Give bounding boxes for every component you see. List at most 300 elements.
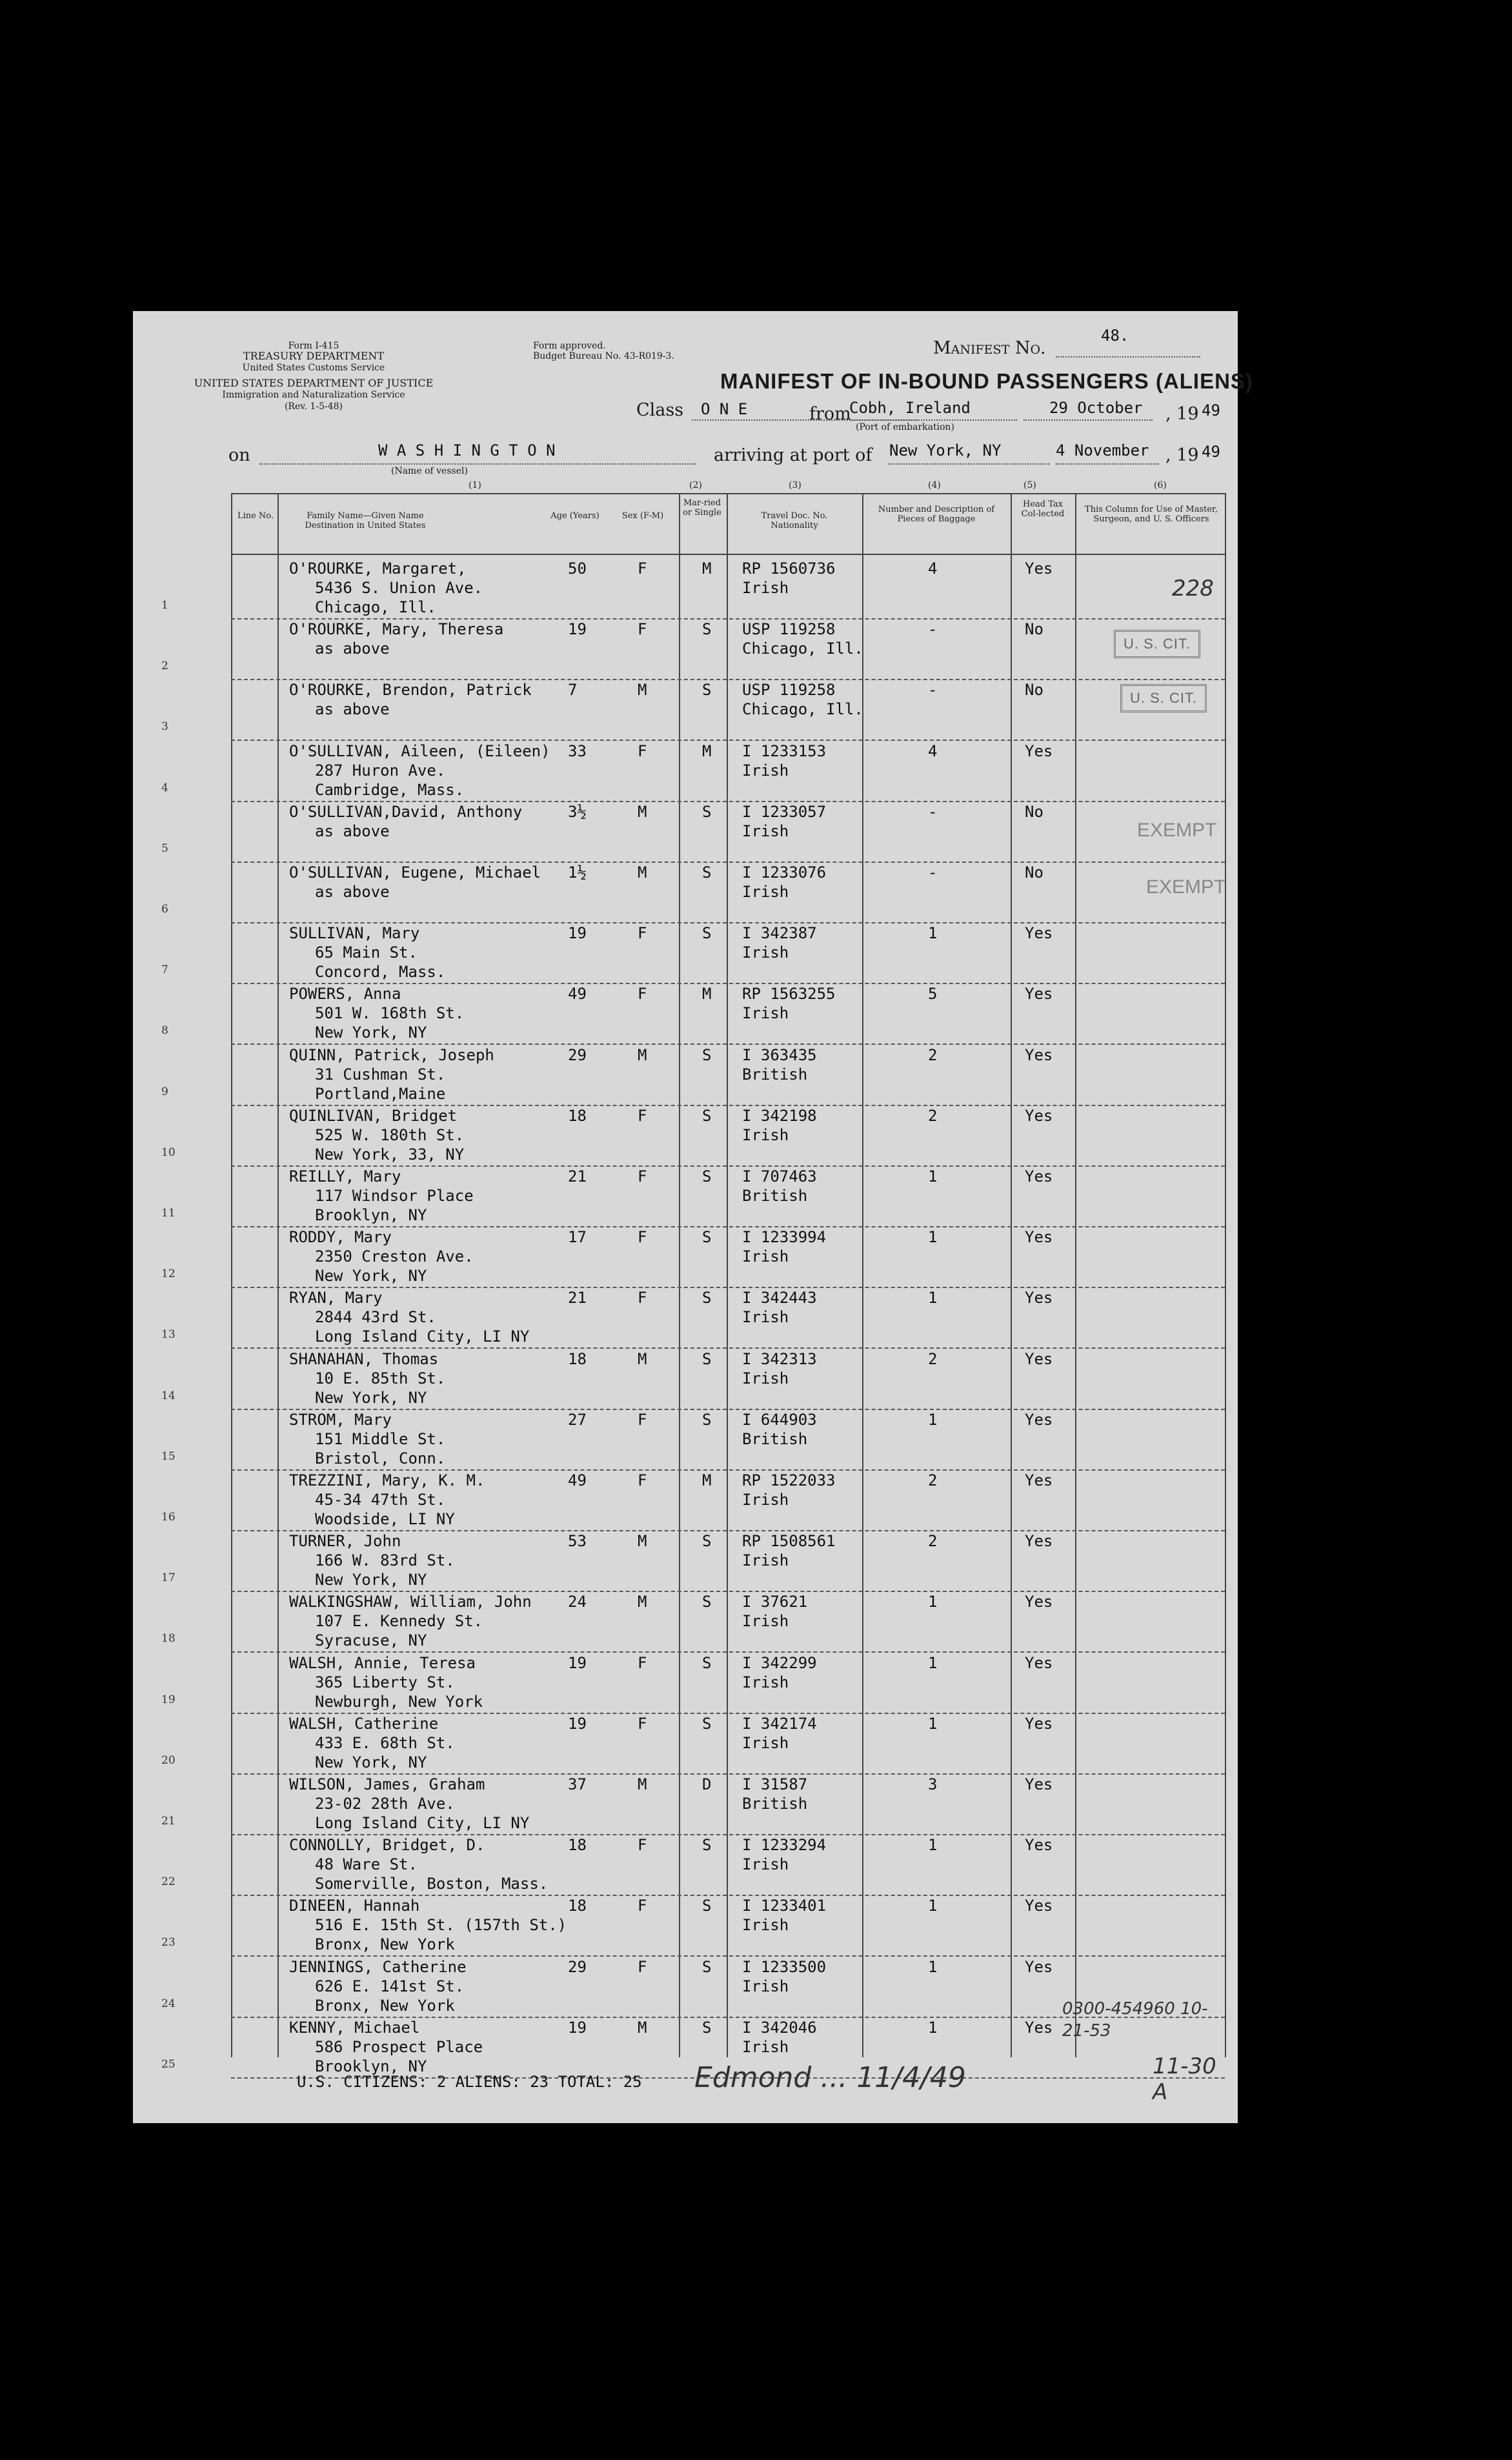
line-number: 1 [161, 599, 168, 612]
marital-status: S [702, 1045, 712, 1064]
head-tax: Yes [1025, 924, 1053, 943]
table-row [161, 1530, 1225, 1592]
head-tax: Yes [1025, 560, 1053, 578]
head-tax: Yes [1025, 1167, 1053, 1185]
line-number: 7 [161, 963, 168, 977]
travel-doc: I 1233401 [742, 1897, 827, 1915]
marital-status: S [702, 1410, 712, 1429]
address-line-2: Brooklyn, NY [315, 1206, 427, 1224]
passenger-name: O'ROURKE, Brendon, Patrick [289, 681, 532, 700]
passenger-name: REILLY, Mary [289, 1167, 401, 1185]
line-number: 9 [161, 1085, 168, 1098]
col-header-baggage: Number and Description of Pieces of Baggage [878, 505, 995, 524]
passenger-name: DINEEN, Hannah [289, 1897, 420, 1915]
travel-doc: RP 1508561 [742, 1532, 836, 1551]
line-number: 13 [161, 1328, 176, 1342]
address-line-1: 2844 43rd St. [315, 1308, 436, 1327]
address-line-2: Portland,Maine [315, 1084, 446, 1103]
travel-doc: I 342046 [742, 2018, 817, 2037]
line-number: 23 [161, 1936, 176, 1950]
sex: F [638, 1228, 647, 1247]
line-number: 4 [161, 781, 168, 794]
age: 18 [568, 1897, 587, 1915]
baggage: 2 [928, 1532, 938, 1551]
address-line-1: as above [315, 640, 390, 658]
line-number: 12 [161, 1267, 176, 1281]
passenger-name: STROM, Mary [289, 1410, 392, 1429]
marital-status: S [702, 1957, 712, 1976]
line-number: 14 [161, 1389, 176, 1402]
head-tax: Yes [1025, 1714, 1053, 1733]
head-tax: Yes [1025, 1593, 1053, 1611]
sex: F [638, 1471, 647, 1489]
sex: F [638, 620, 647, 639]
address-line-2: Bristol, Conn. [315, 1449, 446, 1467]
travel-doc: I 31587 [742, 1775, 808, 1793]
table-row [161, 618, 1225, 680]
nationality: Irish [742, 1733, 789, 1752]
passenger-name: WALSH, Annie, Teresa [289, 1653, 476, 1672]
line-number: 8 [161, 1024, 168, 1038]
age: 19 [568, 1653, 587, 1672]
address-line-2: Bronx, New York [315, 1935, 455, 1954]
travel-doc: I 342313 [742, 1349, 817, 1368]
age: 29 [568, 1957, 587, 1976]
passenger-name: KENNY, Michael [289, 2018, 420, 2037]
baggage: 1 [928, 1957, 938, 1976]
passenger-name: SULLIVAN, Mary [289, 924, 420, 943]
address-line-1: 287 Huron Ave. [315, 761, 446, 780]
marital-status: S [702, 863, 712, 882]
line-number: 3 [161, 720, 168, 734]
nationality: Irish [742, 1916, 789, 1935]
handwritten-code: 11-30 A [1153, 2053, 1216, 2105]
address-line-2: New York, NY [315, 1753, 427, 1771]
travel-doc: I 707463 [742, 1167, 817, 1185]
address-line-2: New York, NY [315, 1388, 427, 1407]
revision-date: (Rev. 1-5-48) [285, 401, 343, 412]
baggage: 1 [928, 1836, 938, 1855]
nationality: Irish [742, 1491, 789, 1509]
passenger-name: TREZZINI, Mary, K. M. [289, 1471, 485, 1489]
address-line-1: 586 Prospect Place [315, 2037, 483, 2056]
address-line-1: 516 E. 15th St. (157th St.) [315, 1916, 567, 1935]
address-line-2: Cambridge, Mass. [315, 780, 465, 799]
sex: F [638, 1836, 647, 1855]
address-line-1: 5436 S. Union Ave. [315, 579, 483, 597]
line-number: 18 [161, 1632, 176, 1646]
address-line-1: 65 Main St. [315, 943, 418, 962]
address-line-1: 166 W. 83rd St. [315, 1551, 455, 1570]
baggage: 1 [928, 1593, 938, 1611]
address-line-1: as above [315, 700, 390, 719]
line-number: 19 [161, 1693, 176, 1706]
nationality: Irish [742, 1977, 789, 1995]
address-line-2: Chicago, Ill. [315, 598, 436, 616]
table-row [161, 1895, 1225, 1957]
table-row [161, 1773, 1225, 1835]
nationality: Irish [742, 579, 789, 597]
col-header-travel-doc: Travel Doc. No. Nationality [761, 511, 828, 530]
table-row [161, 1652, 1225, 1714]
age: 18 [568, 1349, 587, 1368]
marital-status: M [702, 741, 712, 760]
vessel-name: W A S H I N G T O N [378, 441, 556, 459]
totals-line: U.S. CITIZENS: 2 ALIENS: 23 TOTAL: 25 [297, 2073, 642, 2091]
passenger-name: WILSON, James, Graham [289, 1775, 485, 1793]
sex: M [638, 1593, 647, 1611]
marital-status: S [702, 2018, 712, 2037]
sex: M [638, 1349, 647, 1368]
head-tax: Yes [1025, 1532, 1053, 1551]
address-line-2: New York, 33, NY [315, 1145, 465, 1164]
exempt-stamp: EXEMPT [1137, 820, 1217, 841]
col-num-6: (6) [1154, 480, 1167, 490]
sex: F [638, 1106, 647, 1125]
nationality: Irish [742, 883, 789, 901]
immigration-service: Immigration and Naturalization Service [222, 390, 405, 400]
passenger-name: O'SULLIVAN, Aileen, (Eileen) [289, 741, 550, 760]
sex: F [638, 1714, 647, 1733]
age: 24 [568, 1593, 587, 1611]
marital-status: M [702, 1471, 712, 1489]
on-label: on [228, 445, 250, 465]
address-line-1: 10 E. 85th St. [315, 1369, 446, 1387]
head-tax: Yes [1025, 1410, 1053, 1429]
marital-status: S [702, 924, 712, 943]
address-line-1: 31 Cushman St. [315, 1065, 446, 1084]
marital-status: M [702, 560, 712, 578]
address-line-1: 45-34 47th St. [315, 1491, 446, 1509]
line-number: 11 [161, 1207, 176, 1220]
travel-doc: I 342174 [742, 1714, 817, 1733]
address-line-2: Long Island City, LI NY [315, 1814, 530, 1832]
baggage: - [928, 681, 938, 700]
nationality: Irish [742, 1004, 789, 1023]
marital-status: S [702, 1228, 712, 1247]
treasury-department: TREASURY DEPARTMENT [243, 350, 385, 362]
sex: F [638, 985, 647, 1003]
age: 17 [568, 1228, 587, 1247]
head-tax: Yes [1025, 1045, 1053, 1064]
table-row [161, 1165, 1225, 1227]
passenger-name: POWERS, Anna [289, 985, 401, 1003]
travel-doc: USP 119258 [742, 620, 836, 639]
nationality: Chicago, Ill. [742, 640, 863, 658]
table-row [161, 1469, 1225, 1531]
address-line-1: 117 Windsor Place [315, 1187, 474, 1205]
passenger-name: RODDY, Mary [289, 1228, 392, 1247]
marital-status: S [702, 1289, 712, 1307]
class-label: Class [636, 400, 684, 420]
table-row [161, 1348, 1225, 1410]
baggage: 3 [928, 1775, 938, 1793]
col-num-4: (4) [928, 480, 941, 490]
nationality: British [742, 1429, 808, 1448]
sex: F [638, 924, 647, 943]
baggage: 5 [928, 985, 938, 1003]
travel-doc: RP 1560736 [742, 560, 836, 578]
age: 19 [568, 620, 587, 639]
age: 33 [568, 741, 587, 760]
age: 27 [568, 1410, 587, 1429]
baggage: 1 [928, 1897, 938, 1915]
travel-doc: I 1233153 [742, 741, 827, 760]
table-row [161, 983, 1225, 1045]
age: 37 [568, 1775, 587, 1793]
handwritten-number: 228 [1172, 576, 1214, 601]
us-citizen-stamp: U. S. CIT. [1114, 630, 1200, 658]
passenger-name: WALKINGSHAW, William, John [289, 1593, 532, 1611]
age: 18 [568, 1106, 587, 1125]
from-label: from [809, 404, 851, 424]
nationality: British [742, 1065, 808, 1084]
line-number: 17 [161, 1571, 176, 1585]
table-row [161, 558, 1225, 620]
sex: M [638, 802, 647, 821]
sex: M [638, 681, 647, 700]
age: 21 [568, 1167, 587, 1185]
line-number: 24 [161, 1997, 176, 2010]
baggage: 1 [928, 1167, 938, 1185]
manifest-sheet [133, 311, 1253, 2123]
col-header-married: Mar-ried or Single [683, 498, 721, 518]
nationality: Irish [742, 1612, 789, 1631]
passenger-name: RYAN, Mary [289, 1289, 383, 1307]
line-number: 21 [161, 1815, 176, 1828]
address-line-1: 151 Middle St. [315, 1429, 446, 1448]
table-row [161, 801, 1225, 863]
marital-status: S [702, 1714, 712, 1733]
table-row [161, 740, 1225, 802]
exempt-stamp: EXEMPT [1146, 876, 1226, 898]
arriving-label: arriving at port of [714, 445, 872, 465]
passenger-name: O'ROURKE, Margaret, [289, 560, 467, 578]
address-line-1: as above [315, 822, 390, 840]
passenger-name: QUINN, Patrick, Joseph [289, 1045, 494, 1064]
table-row [161, 1834, 1225, 1896]
passenger-name: CONNOLLY, Bridget, D. [289, 1836, 485, 1855]
address-line-2: Brooklyn, NY [315, 2057, 427, 2075]
nationality: Irish [742, 1551, 789, 1570]
marital-status: S [702, 620, 712, 639]
line-number: 2 [161, 660, 168, 673]
address-line-2: New York, NY [315, 1267, 427, 1285]
passenger-name: O'SULLIVAN,David, Anthony [289, 802, 523, 821]
baggage: - [928, 802, 938, 821]
departure-date: 29 October [1049, 399, 1143, 417]
vessel-note: (Name of vessel) [391, 466, 468, 476]
head-tax: Yes [1025, 985, 1053, 1003]
head-tax: Yes [1025, 1349, 1053, 1368]
age: 19 [568, 2018, 587, 2037]
head-tax: Yes [1025, 1775, 1053, 1793]
marital-status: S [702, 1167, 712, 1185]
baggage: 4 [928, 560, 938, 578]
nationality: Irish [742, 761, 789, 780]
passenger-name: SHANAHAN, Thomas [289, 1349, 439, 1368]
nationality: Chicago, Ill. [742, 700, 863, 719]
age: 19 [568, 1714, 587, 1733]
arrival-year-prefix: , 19 [1165, 445, 1199, 465]
head-tax: No [1025, 863, 1043, 882]
travel-doc: I 342299 [742, 1653, 817, 1672]
sex: F [638, 1897, 647, 1915]
address-line-2: Long Island City, LI NY [315, 1327, 530, 1346]
address-line-2: New York, NY [315, 1571, 427, 1589]
line-number: 6 [161, 903, 168, 916]
head-tax: Yes [1025, 1106, 1053, 1125]
travel-doc: I 1233076 [742, 863, 827, 882]
address-line-2: Somerville, Boston, Mass. [315, 1875, 549, 1893]
passenger-name: O'ROURKE, Mary, Theresa [289, 620, 504, 639]
sex: F [638, 741, 647, 760]
sex: F [638, 1289, 647, 1307]
embarkation-note: (Port of embarkation) [856, 422, 954, 432]
nationality: British [742, 1795, 808, 1813]
baggage: 1 [928, 1653, 938, 1672]
col-num-2: (2) [689, 480, 702, 490]
class-value: O N E [701, 400, 748, 418]
justice-department: UNITED STATES DEPARTMENT OF JUSTICE [194, 377, 434, 389]
address-line-1: 501 W. 168th St. [315, 1004, 465, 1023]
sex: M [638, 1045, 647, 1064]
head-tax: Yes [1025, 1228, 1053, 1247]
table-row [161, 1287, 1225, 1349]
sex: M [638, 1775, 647, 1793]
line-number: 22 [161, 1875, 176, 1889]
nationality: Irish [742, 1125, 789, 1144]
nationality: Irish [742, 1369, 789, 1387]
marital-status: M [702, 985, 712, 1003]
head-tax: Yes [1025, 2018, 1053, 2037]
age: 49 [568, 985, 587, 1003]
baggage: 4 [928, 741, 938, 760]
nationality: Irish [742, 2037, 789, 2056]
arrival-date: 4 November [1056, 441, 1149, 459]
passenger-name: TURNER, John [289, 1532, 401, 1551]
travel-doc: I 644903 [742, 1410, 817, 1429]
head-tax: Yes [1025, 1836, 1053, 1855]
passenger-name: O'SULLIVAN, Eugene, Michael [289, 863, 541, 882]
table-row [161, 1591, 1225, 1653]
table-row [161, 1226, 1225, 1288]
address-line-1: 23-02 28th Ave. [315, 1795, 455, 1813]
col-header-name: Family Name—Given Name Destination in United States [305, 511, 426, 530]
col-num-5: (5) [1023, 480, 1036, 490]
marital-status: S [702, 1593, 712, 1611]
baggage: 1 [928, 1410, 938, 1429]
nationality: Irish [742, 943, 789, 962]
budget-bureau: Budget Bureau No. 43-R019-3. [533, 351, 674, 361]
marital-status: S [702, 1653, 712, 1672]
baggage: 1 [928, 2018, 938, 2037]
head-tax: Yes [1025, 1471, 1053, 1489]
line-number: 5 [161, 842, 168, 855]
marital-status: S [702, 1897, 712, 1915]
age: 21 [568, 1289, 587, 1307]
table-row [161, 1713, 1225, 1775]
travel-doc: I 1233057 [742, 802, 827, 821]
line-number: 20 [161, 1753, 176, 1767]
travel-doc: RP 1522033 [742, 1471, 836, 1489]
baggage: 1 [928, 924, 938, 943]
baggage: 1 [928, 1289, 938, 1307]
col-header-head-tax: Head Tax Col-lected [1021, 499, 1065, 519]
table-row [161, 1044, 1225, 1106]
head-tax: No [1025, 620, 1043, 639]
table-row [161, 862, 1225, 923]
marital-status: D [702, 1775, 712, 1793]
col-header-line-no: Line No. [237, 511, 274, 521]
baggage: 2 [928, 1471, 938, 1489]
head-tax: Yes [1025, 1653, 1053, 1672]
head-tax: Yes [1025, 1289, 1053, 1307]
head-tax: No [1025, 802, 1043, 821]
col-num-3: (3) [789, 480, 801, 490]
age: 19 [568, 924, 587, 943]
travel-doc: USP 119258 [742, 681, 836, 700]
arrival-year: 49 [1202, 443, 1220, 461]
sex: M [638, 1532, 647, 1551]
travel-doc: I 363435 [742, 1045, 817, 1064]
address-line-1: 48 Ware St. [315, 1855, 418, 1874]
age: 29 [568, 1045, 587, 1064]
nationality: Irish [742, 1308, 789, 1327]
sex: F [638, 560, 647, 578]
nationality: Irish [742, 1247, 789, 1266]
head-tax: Yes [1025, 1957, 1053, 1976]
marital-status: S [702, 1836, 712, 1855]
address-line-1: 2350 Creston Ave. [315, 1247, 474, 1266]
table-row [161, 1105, 1225, 1167]
age: 53 [568, 1532, 587, 1551]
sex: F [638, 1957, 647, 1976]
baggage: - [928, 620, 938, 639]
address-line-1: 433 E. 68th St. [315, 1733, 455, 1752]
address-line-2: Syracuse, NY [315, 1631, 427, 1650]
travel-doc: I 1233294 [742, 1836, 827, 1855]
baggage: 1 [928, 1228, 938, 1247]
sex: M [638, 2018, 647, 2037]
table-row [161, 1409, 1225, 1471]
address-line-2: Bronx, New York [315, 1996, 455, 2015]
nationality: British [742, 1187, 808, 1205]
marital-status: S [702, 802, 712, 821]
travel-doc: RP 1563255 [742, 985, 836, 1003]
nationality: Irish [742, 822, 789, 840]
us-citizen-stamp: U. S. CIT. [1120, 684, 1207, 712]
travel-doc: I 1233500 [742, 1957, 827, 1976]
col-num-1: (1) [469, 480, 481, 490]
baggage: 2 [928, 1349, 938, 1368]
marital-status: S [702, 1349, 712, 1368]
line-number: 15 [161, 1449, 176, 1463]
head-tax: Yes [1025, 741, 1053, 760]
baggage: 1 [928, 1714, 938, 1733]
manifest-no: 48. [1101, 327, 1129, 345]
departure-year-prefix: , 19 [1165, 404, 1199, 424]
age: 3½ [568, 802, 587, 821]
age: 1½ [568, 863, 587, 882]
address-line-2: Concord, Mass. [315, 963, 446, 982]
arrival-port: New York, NY [889, 441, 1002, 459]
col-header-age: Age (Years) [550, 511, 600, 521]
head-tax: Yes [1025, 1897, 1053, 1915]
marital-status: S [702, 1106, 712, 1125]
form-number: Form I-415 [288, 341, 339, 351]
table-row [161, 922, 1225, 984]
